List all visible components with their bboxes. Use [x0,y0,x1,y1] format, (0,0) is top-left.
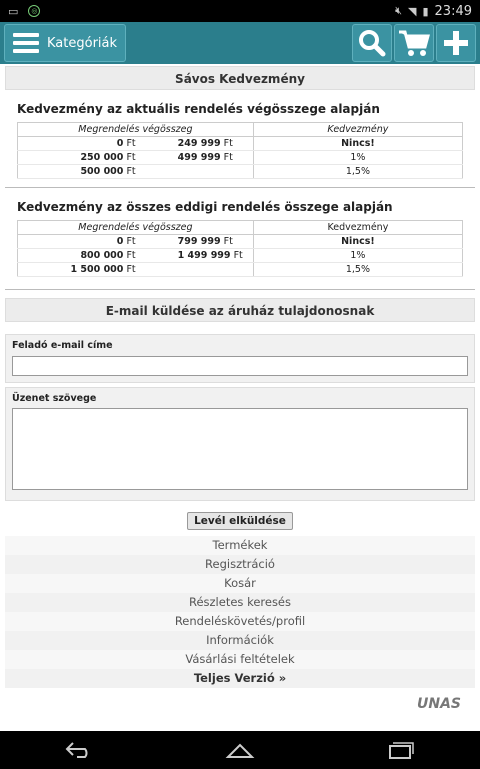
wifi-icon: ◥ [408,4,417,18]
footer-link-cart[interactable]: Kosár [5,574,475,593]
message-row [5,387,475,501]
table-row: 500 000 Ft 1,5% [18,165,463,179]
email-title: E-mail küldése az áruház tulajdonosnak [5,298,475,322]
sender-label: Feladó e-mail címe [12,340,113,351]
table-row: 1 500 000 Ft 1,5% [18,263,463,277]
app-notification-icon: ◎ [28,5,40,17]
footer-link-full-version[interactable]: Teljes Verzió » [5,669,475,688]
recents-icon[interactable] [385,741,415,759]
battery-icon: ▮ [422,4,429,18]
categories-button[interactable] [4,24,126,62]
discount-section-total [5,200,475,277]
cart-button[interactable] [394,24,434,62]
menu-icon [13,33,39,53]
categories-label: Kategóriák [47,35,118,51]
discount-title: Sávos Kedvezmény [5,66,475,90]
discount-section-current [5,102,475,179]
table-row: 0 Ft 799 999 Ft Nincs! [18,235,463,249]
footer-link-products[interactable]: Termékek [5,536,475,555]
col-header-discount: Kedvezmény [253,221,462,235]
footer-link-order-tracking[interactable]: Rendeléskövetés/profil [5,612,475,631]
message-textarea[interactable] [12,408,468,490]
footer-link-advanced-search[interactable]: Részletes keresés [5,593,475,612]
back-icon[interactable] [65,741,95,759]
search-button[interactable] [352,24,392,62]
screenshot-icon: ▭ [8,4,19,18]
col-header-amount: Megrendelés végösszeg [18,123,254,137]
footer-links [5,536,475,688]
sender-email-input[interactable] [12,356,468,376]
table-row: 250 000 Ft 499 999 Ft 1% [18,151,463,165]
discount-section-title: Kedvezmény az összes eddigi rendelés összege alapján [17,200,393,214]
table-row: 800 000 Ft 1 499 999 Ft 1% [18,249,463,263]
clock: 23:49 [434,3,472,19]
col-header-discount: Kedvezmény [253,123,462,137]
discount-table-current [17,122,463,179]
footer-link-info[interactable]: Információk [5,631,475,650]
app-header [0,22,480,64]
send-email-button[interactable]: Levél elküldése [187,512,293,530]
message-label: Üzenet szövege [12,392,97,404]
footer-link-terms[interactable]: Vásárlási feltételek [5,650,475,669]
brand-logo: UNAS [416,695,461,712]
footer-link-register[interactable]: Regisztráció [5,555,475,574]
cart-icon [398,29,430,57]
system-nav-bar [0,731,480,769]
search-icon [358,29,386,57]
status-bar [0,0,480,22]
sender-row [5,334,475,383]
discount-table-total [17,220,463,277]
discount-section-title: Kedvezmény az aktuális rendelés végösszege alapján [17,102,380,116]
col-header-amount: Megrendelés végösszeg [18,221,254,235]
home-icon[interactable] [225,741,255,759]
table-row: 0 Ft 249 999 Ft Nincs! [18,137,463,151]
plus-icon [442,29,470,57]
mute-icon: 🔇︎ [395,4,402,17]
add-button[interactable] [436,24,476,62]
